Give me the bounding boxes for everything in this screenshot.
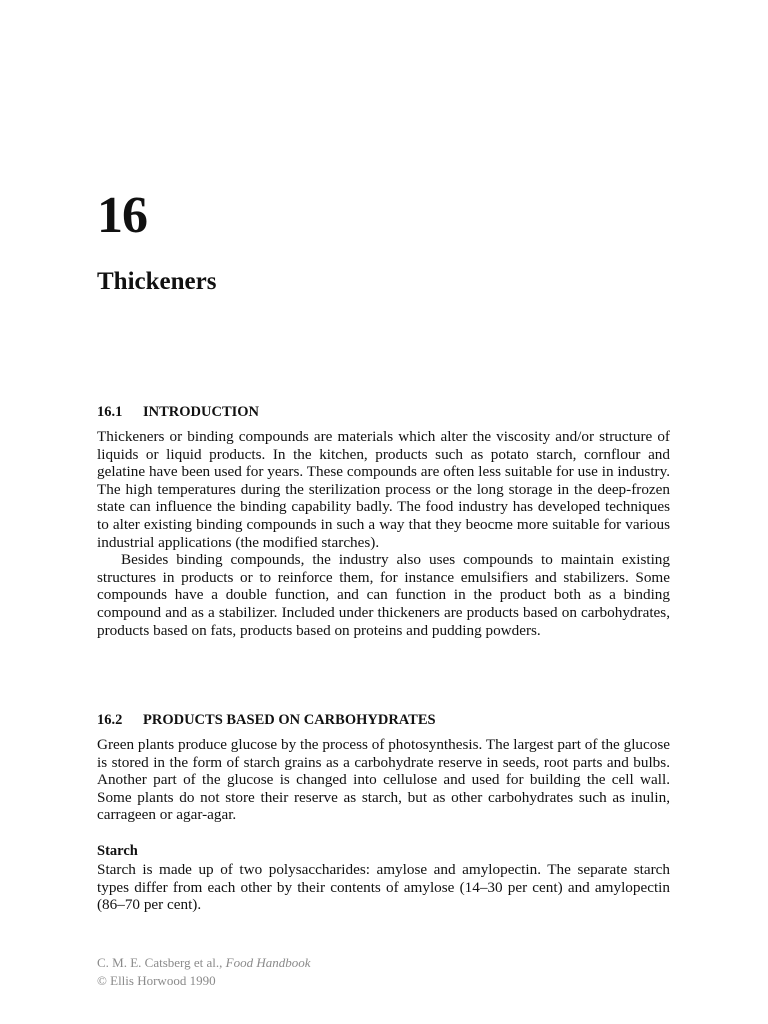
section-title: INTRODUCTION bbox=[143, 404, 260, 420]
paragraph: Thickeners or binding compounds are materials which alter the viscosity and/or structure of liquids or liquid products. In the kitchen, products such as potato starch, cornflour and gelatine have been used for years. These compounds are often less suitable for use in industry. The high temperatures during the sterilization process or the long storage in the deep-frozen state can influence the binding capability badly. The food industry has developed techniques to alter existing binding compounds in such a way that they beocme more suitable for various industrial applications (the modified starches). bbox=[97, 428, 670, 551]
section-heading-introduction bbox=[97, 404, 259, 421]
paragraph: Besides binding compounds, the industry also uses compounds to maintain existing structures in products or to reinforce them, for instance emulsifiers and stabilizers. Some compounds have a double function, and can function in the product both as a binding compound and as a stabilizer. Included under thickeners are products based on carbohydrates, products based on fats, products based on proteins and pudding powders. bbox=[97, 551, 670, 639]
section-number: 16.2 bbox=[97, 712, 123, 728]
copyright-line: © Ellis Horwood 1990 bbox=[97, 973, 216, 988]
chapter-title: Thickeners bbox=[97, 268, 217, 295]
paragraph: Starch is made up of two polysaccharides: amylose and amylopectin. The separate starch types differ from each other by their contents of amylose (14–30 per cent) and amylopectin (86–70 per cent). bbox=[97, 861, 670, 914]
section-heading-carbohydrates bbox=[97, 712, 436, 729]
section-title: PRODUCTS BASED ON CARBOHYDRATES bbox=[143, 712, 436, 728]
citation-line bbox=[97, 954, 311, 972]
starch-body bbox=[97, 861, 670, 914]
introduction-body bbox=[97, 428, 670, 639]
paragraph: Green plants produce glucose by the process of photosynthesis. The largest part of the glucose is stored in the form of starch grains as a carbohydrate reserve in seeds, root parts and bulbs. Another part of the glucose is changed into cellulose and used for building the cell wall. Some plants do not store their reserve as starch, but as other carbohydrates such as inulin, carrageen or agar-agar. bbox=[97, 736, 670, 824]
section-number: 16.1 bbox=[97, 404, 123, 420]
chapter-number: 16 bbox=[97, 187, 147, 244]
page-footer bbox=[97, 954, 311, 990]
citation-book-title: Food Handbook bbox=[225, 955, 311, 970]
carbohydrates-body bbox=[97, 736, 670, 824]
subheading-starch: Starch bbox=[97, 843, 138, 859]
citation-authors: C. M. E. Catsberg et al., bbox=[97, 955, 226, 970]
